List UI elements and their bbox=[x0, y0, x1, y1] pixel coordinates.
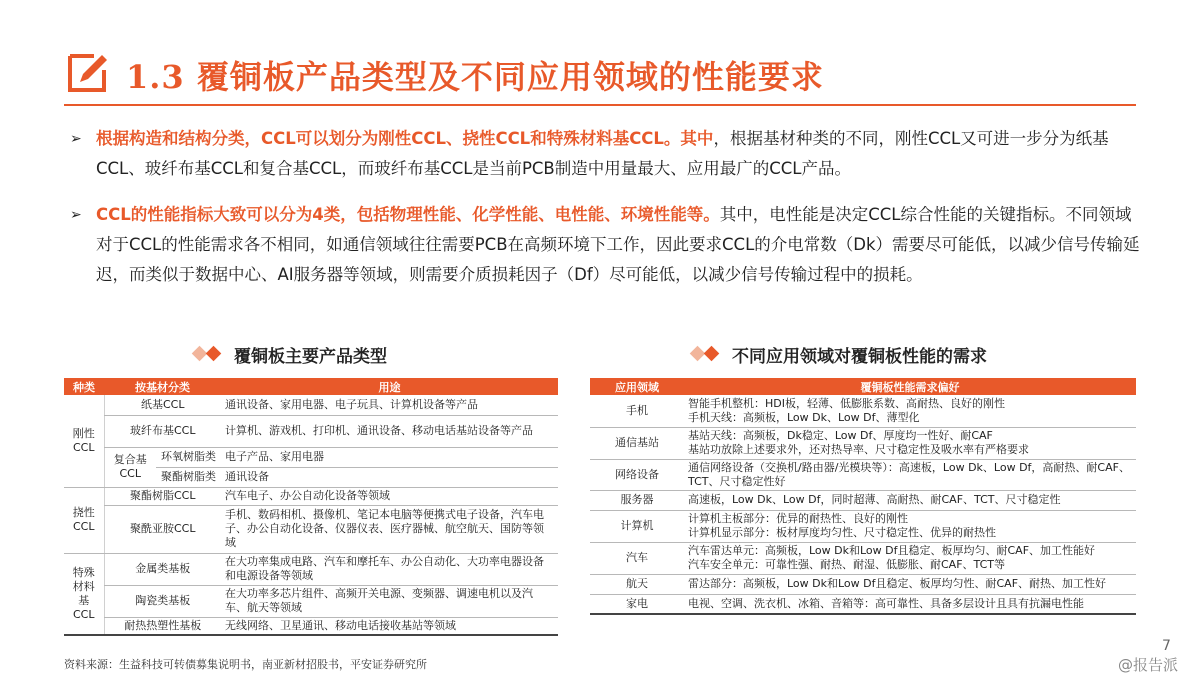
product-type-table bbox=[64, 378, 558, 636]
title-divider bbox=[64, 104, 1136, 106]
row-use: 电子产品、家用电器 bbox=[221, 447, 558, 467]
arrow-bullet-icon: ➢ bbox=[70, 131, 82, 147]
demand-line: 手机天线：高频板，Low Dk、Low Df、薄型化 bbox=[688, 410, 920, 424]
group-composite: 复合基CCL bbox=[104, 447, 156, 487]
field-cell: 汽车 bbox=[590, 542, 684, 574]
table-row bbox=[590, 542, 1136, 574]
table1-header-substrate: 按基材分类 bbox=[104, 378, 221, 395]
page-title: 1.3 覆铜板产品类型及不同应用领域的性能要求 bbox=[126, 58, 824, 96]
row-use: 在大功率集成电路、汽车和摩托车、办公自动化、大功率电器设备和电源设备等领域 bbox=[221, 553, 558, 585]
source-note: 资料来源：生益科技可转债募集说明书，南亚新材招股书，平安证券研究所 bbox=[64, 658, 427, 671]
row-name: 聚酯树脂类 bbox=[156, 467, 221, 487]
field-cell: 家电 bbox=[590, 594, 684, 614]
demand-line: 汽车安全单元：可靠性强、耐热、耐湿、低膨胀、耐CAF、TCT等 bbox=[688, 558, 1006, 571]
table-row bbox=[590, 427, 1136, 459]
demand-line: 汽车雷达单元：高频板，Low Dk和Low Df且稳定、板厚均匀、耐CAF、加工性能好 bbox=[688, 544, 1096, 557]
bullet-2-highlight: CCL的性能指标大致可以分为4类，包括物理性能、化学性能、电性能、环境性能等。 bbox=[96, 205, 720, 224]
demand-cell bbox=[684, 594, 1136, 614]
demand-cell bbox=[684, 395, 1136, 427]
arrow-bullet-icon: ➢ bbox=[70, 207, 82, 223]
diamond-deco-icon bbox=[192, 346, 228, 362]
row-name: 陶瓷类基板 bbox=[104, 585, 221, 617]
row-use: 通讯设备、家用电器、电子玩具、计算机设备等产品 bbox=[221, 395, 558, 415]
group-rigid: 刚性CCL bbox=[64, 395, 104, 487]
table2-header-field: 应用领域 bbox=[590, 378, 684, 395]
group-special: 特殊材料基CCL bbox=[64, 553, 104, 635]
demand-line: 高速板，Low Dk、Low Df，同时超薄、高耐热、耐CAF、TCT、尺寸稳定性 bbox=[688, 493, 1061, 506]
bullet-1-text: ，根据基材种类的不同，刚性CCL又可进一步分为纸基CCL、玻纤布基CCL和复合基CCL，而玻纤布基CCL是当前PCB制造中用量最大、应用最广的CCL产品。 bbox=[96, 129, 1109, 178]
field-cell: 计算机 bbox=[590, 510, 684, 542]
group-flex: 挠性CCL bbox=[64, 487, 104, 553]
table1-title: 覆铜板主要产品类型 bbox=[234, 347, 387, 367]
bullet-1 bbox=[70, 124, 1146, 184]
table-row bbox=[590, 395, 1136, 427]
demand-line: 基站天线：高频板，Dk稳定、Low Df、厚度均一性好、耐CAF bbox=[688, 429, 993, 442]
table-row bbox=[590, 510, 1136, 542]
demand-line: 计算机主板部分：优异的耐热性、良好的刚性 bbox=[688, 512, 908, 525]
demand-line: 雷达部分：高频板，Low Dk和Low Df且稳定、板厚均匀性、耐CAF、耐热、加工性好 bbox=[688, 577, 1107, 590]
demand-line: 电视、空调、洗衣机、冰箱、音箱等：高可靠性、具备多层设计且具有抗漏电性能 bbox=[688, 596, 1084, 610]
demand-cell bbox=[684, 510, 1136, 542]
table2-title: 不同应用领域对覆铜板性能的需求 bbox=[732, 347, 987, 367]
table-row bbox=[590, 594, 1136, 614]
demand-line: 计算机显示部分：板材厚度均匀性、尺寸稳定性、优异的耐热性 bbox=[688, 526, 996, 539]
demand-cell bbox=[684, 459, 1136, 490]
row-name: 环氧树脂类 bbox=[156, 447, 221, 467]
table2-header-demand: 覆铜板性能需求偏好 bbox=[684, 378, 1136, 395]
table-row bbox=[590, 490, 1136, 510]
row-name: 玻纤布基CCL bbox=[104, 415, 221, 447]
application-demand-table bbox=[590, 378, 1136, 615]
bullet-2 bbox=[70, 200, 1146, 290]
table1-header-type: 种类 bbox=[64, 378, 104, 395]
table-row bbox=[590, 574, 1136, 594]
demand-cell bbox=[684, 542, 1136, 574]
demand-cell bbox=[684, 574, 1136, 594]
page-number: 7 bbox=[1162, 638, 1171, 654]
row-use: 通讯设备 bbox=[221, 467, 558, 487]
demand-cell bbox=[684, 490, 1136, 510]
row-name: 耐热热塑性基板 bbox=[104, 617, 221, 635]
row-use: 无线网络、卫星通讯、移动电话接收基站等领域 bbox=[221, 617, 558, 635]
demand-line: 通信网络设备（交换机/路由器/光模块等）：高速板，Low Dk、Low Df，高耐热、耐CAF、TCT、尺寸稳定性好 bbox=[688, 460, 1130, 488]
row-name: 纸基CCL bbox=[104, 395, 221, 415]
row-use: 在大功率多芯片组件、高频开关电源、变频器、调速电机以及汽车、航天等领域 bbox=[221, 585, 558, 617]
demand-cell bbox=[684, 427, 1136, 459]
row-use: 计算机、游戏机、打印机、通讯设备、移动电话基站设备等产品 bbox=[221, 415, 558, 447]
demand-line: 智能手机整机：HDI板，轻薄、低膨胀系数、高耐热、良好的刚性 bbox=[688, 396, 1005, 410]
table1-header-use: 用途 bbox=[221, 378, 558, 395]
field-cell: 通信基站 bbox=[590, 427, 684, 459]
row-name: 金属类基板 bbox=[104, 553, 221, 585]
pencil-edit-icon bbox=[64, 48, 112, 96]
field-cell: 手机 bbox=[590, 395, 684, 427]
diamond-deco-icon bbox=[690, 346, 726, 362]
field-cell: 航天 bbox=[590, 574, 684, 594]
bullet-1-highlight: 根据构造和结构分类，CCL可以划分为刚性CCL、挠性CCL和特殊材料基CCL。其中 bbox=[96, 129, 714, 148]
row-use: 汽车电子、办公自动化设备等领域 bbox=[221, 487, 558, 505]
table-row bbox=[590, 459, 1136, 490]
field-cell: 网络设备 bbox=[590, 459, 684, 490]
row-name: 聚酰亚胺CCL bbox=[104, 505, 221, 553]
row-name: 聚酯树脂CCL bbox=[104, 487, 221, 505]
watermark: @报告派 bbox=[1118, 656, 1179, 674]
field-cell: 服务器 bbox=[590, 490, 684, 510]
bullet-2-text: 其中，电性能是决定CCL综合性能的关键指标。不同领域对于CCL的性能需求各不相同，如通信领域往往需要PCB在高频环境下工作，因此要求CCL的介电常数（Dk）需要尽可能低，以减少信号传输延迟，而类似于数据中心、AI服务器等领域，则需要介质损耗因子（Df）尽可能低，以减少信号传输过程中的损耗。 bbox=[96, 205, 1140, 284]
demand-line: 基站功放除上述要求外，还对热导率、尺寸稳定性及吸水率有严格要求 bbox=[688, 443, 1029, 456]
row-use: 手机、数码相机、摄像机、笔记本电脑等便携式电子设备，汽车电子、办公自动化设备、仪器仪表、医疗器械、航空航天、国防等领域 bbox=[221, 505, 558, 553]
